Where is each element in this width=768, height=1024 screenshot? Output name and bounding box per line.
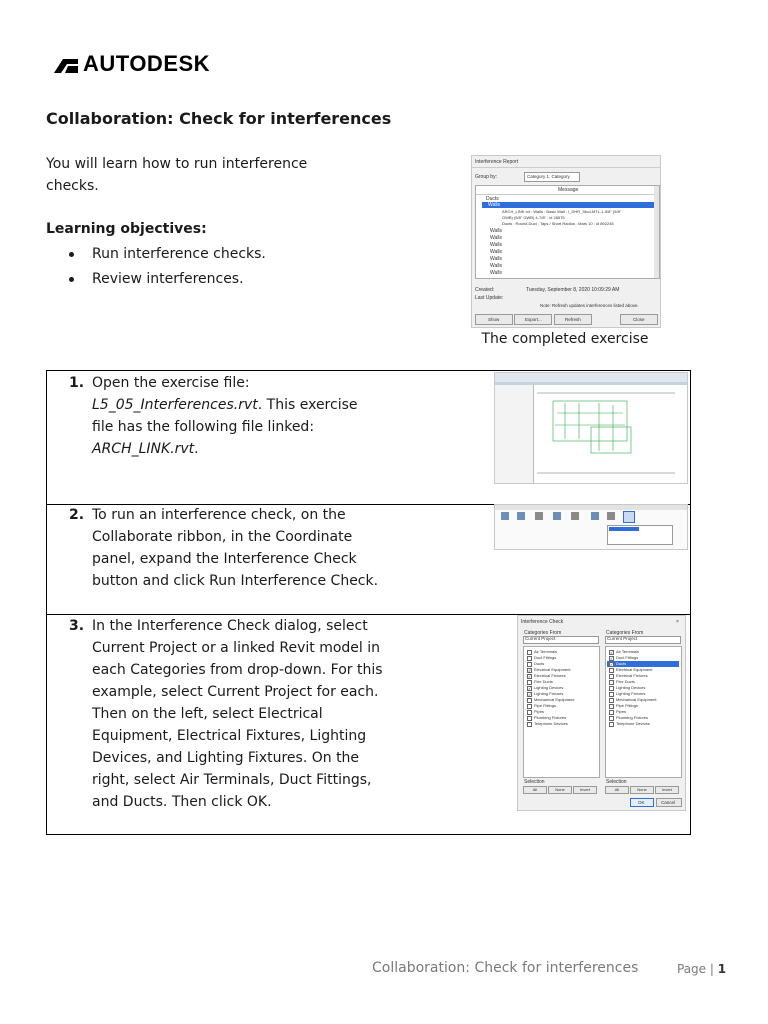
selection-invert-button: Invert: [655, 786, 679, 794]
message-header: Message: [558, 187, 579, 193]
category-label: Flex Ducts: [534, 679, 553, 684]
report-refresh-button: Refresh: [554, 314, 592, 325]
category-label: Lighting Devices: [616, 685, 646, 690]
report-close-button: Close: [620, 314, 658, 325]
category-label: Duct Fittings: [616, 655, 639, 660]
category-label: Telephone Devices: [616, 721, 650, 726]
footer-title: Collaboration: Check for interferences: [372, 960, 639, 976]
selection-none-button: None: [630, 786, 654, 794]
objectives-heading: Learning objectives:: [46, 221, 207, 237]
left-category-list: [523, 646, 600, 778]
report-list: Message Ducts Walls ARCH_LINK.rvt : Walls : Basic Wall : I_DHR_Stud-MTL-1-5/8" (5/8" GWB) (5/8" GWB) 4-7/8" : id 28575 Ducts : Round Duct : Taps / Short Radius : Mark 10 : id 892248 Walls Walls Walls Walls Walls Walls Walls: [475, 185, 660, 279]
category-label: Telephone Devices: [534, 721, 568, 726]
category-checkbox: ✓: [528, 686, 532, 691]
interference-report-image: [471, 155, 661, 328]
category-label: Electrical Equipment: [534, 667, 571, 672]
image-caption: The completed exercise: [481, 331, 649, 347]
category-checkbox: ✓: [610, 662, 614, 667]
refresh-note: Note: Refresh updates interferences listed above.: [540, 303, 639, 308]
category-checkbox: [527, 722, 532, 727]
group-by-label: Group by:: [475, 174, 497, 180]
category-label: Mechanical Equipment: [616, 697, 657, 702]
step-row-1: [46, 370, 691, 505]
group-by-select: Category 1, Category: [524, 172, 580, 182]
step-row-3: [46, 614, 691, 835]
step-number: 3.: [69, 618, 85, 634]
category-checkbox: ✓: [528, 668, 532, 673]
category-label: Pipes: [616, 709, 627, 714]
step-text: Open the exercise file: L5_05_Interferences.rvt. This exercise file has the following file linked: ARCH_LINK.rvt.: [92, 375, 358, 457]
selection-all-button: All: [605, 786, 629, 794]
category-label: Pipe Fittings: [534, 703, 557, 708]
category-label: Pipe Fittings: [616, 703, 639, 708]
page-number: Page | 1: [677, 962, 727, 976]
step-number: 2.: [69, 507, 85, 523]
exercise-file-name: L5_05_Interferences.rvt: [92, 397, 258, 413]
category-label: Air Terminals: [616, 649, 640, 654]
autodesk-logo: [54, 52, 210, 76]
category-label: Lighting Devices: [534, 685, 564, 690]
category-checkbox: ✓: [528, 692, 532, 697]
check-dialog-title: Interference Check: [521, 619, 564, 625]
category-label: Ducts: [534, 661, 545, 666]
category-checkbox: ✓: [610, 650, 614, 655]
logo-text: AUTODESK: [83, 51, 211, 76]
category-label: Mechanical Equipment: [534, 697, 575, 702]
check-dialog-close-icon: ×: [676, 619, 679, 625]
ribbon-image: [494, 504, 688, 550]
step-row-2: [46, 503, 691, 615]
step-number: 1.: [69, 375, 85, 391]
step-text: In the Interference Check dialog, select Current Project or a linked Revit model in each Categories from drop-down. For this example, select Current Project for each. Then on the left, select Electrical Equipment, Electrical Fixtures, Lighting Devices, and Lighting Fixtures. On the right, select Air Terminals, Duct Fittings, and Ducts. Then click OK.: [92, 618, 383, 810]
category-item: [525, 721, 597, 727]
selection-invert-button: Invert: [573, 786, 597, 794]
category-checkbox: [609, 722, 614, 727]
ok-button: OK: [630, 798, 654, 807]
selection-none-button: None: [548, 786, 572, 794]
created-label: Created:: [475, 287, 495, 293]
objective-item: Review interferences.: [68, 267, 266, 292]
created-value: Tuesday, September 8, 2020 10:09:29 AM: [526, 287, 620, 293]
category-label: Plumbing Fixtures: [534, 715, 567, 720]
linked-file-name: ARCH_LINK.rvt: [92, 441, 195, 457]
cancel-button: Cancel: [656, 798, 682, 807]
intro-text: You will learn how to run interference checks.: [46, 156, 308, 194]
page-title: Collaboration: Check for interferences: [46, 109, 392, 128]
last-update-label: Last Update:: [475, 295, 504, 301]
category-label: Electrical Equipment: [616, 667, 653, 672]
floor-plan-drawing: [495, 373, 687, 483]
autodesk-mark-icon: [54, 55, 78, 73]
category-label: Air Terminals: [534, 649, 558, 654]
category-label: Lighting Fixtures: [534, 691, 564, 696]
category-label: Plumbing Fixtures: [616, 715, 649, 720]
category-checkbox: ✓: [610, 656, 614, 661]
category-label: Electrical Fixtures: [616, 673, 648, 678]
report-dialog-title: Interference Report: [475, 159, 519, 165]
step-text: To run an interference check, on the Collaborate ribbon, in the Coordinate panel, expand the Interference Check button and click Run Interference Check.: [92, 507, 379, 589]
right-category-list: [605, 646, 682, 778]
revit-view-image: [494, 372, 688, 484]
selection-all-button: All: [523, 786, 547, 794]
category-label: Lighting Fixtures: [616, 691, 646, 696]
interference-check-image: Interference Check × Categories From Current Project Categories From Current Project Air Terminals Duct Fittings Ducts ✓ Electrical Equipment ✓ Electrical Fixtures Flex Ducts ✓ Lighting Devices ✓ Lighting Fixtures Mechanical Equipment Pipe Fittings Pipes Plumbing Fixtures Telephone Devices ✓ Air Terminals ✓ Duct Fittings ✓ Ducts Electrical Equipment Electrical Fixtures Flex Ducts Lighting Devices Lighting Fixtures Mechanical Equipment Pipe Fittings Pipes Plumbing Fixtures Telephone Devices Selection Selection All None Invert All None Invert OK Cancel: [517, 615, 686, 811]
report-export-button: Export...: [514, 314, 552, 325]
report-show-button: Show: [475, 314, 513, 325]
objectives-list: [68, 242, 266, 292]
category-label: Ducts: [616, 661, 627, 666]
category-checkbox: ✓: [528, 674, 532, 679]
category-label: Flex Ducts: [616, 679, 635, 684]
category-label: Electrical Fixtures: [534, 673, 566, 678]
category-label: Duct Fittings: [534, 655, 557, 660]
category-label: Pipes: [534, 709, 545, 714]
category-item: [607, 721, 679, 727]
objective-item: Run interference checks.: [68, 242, 266, 267]
